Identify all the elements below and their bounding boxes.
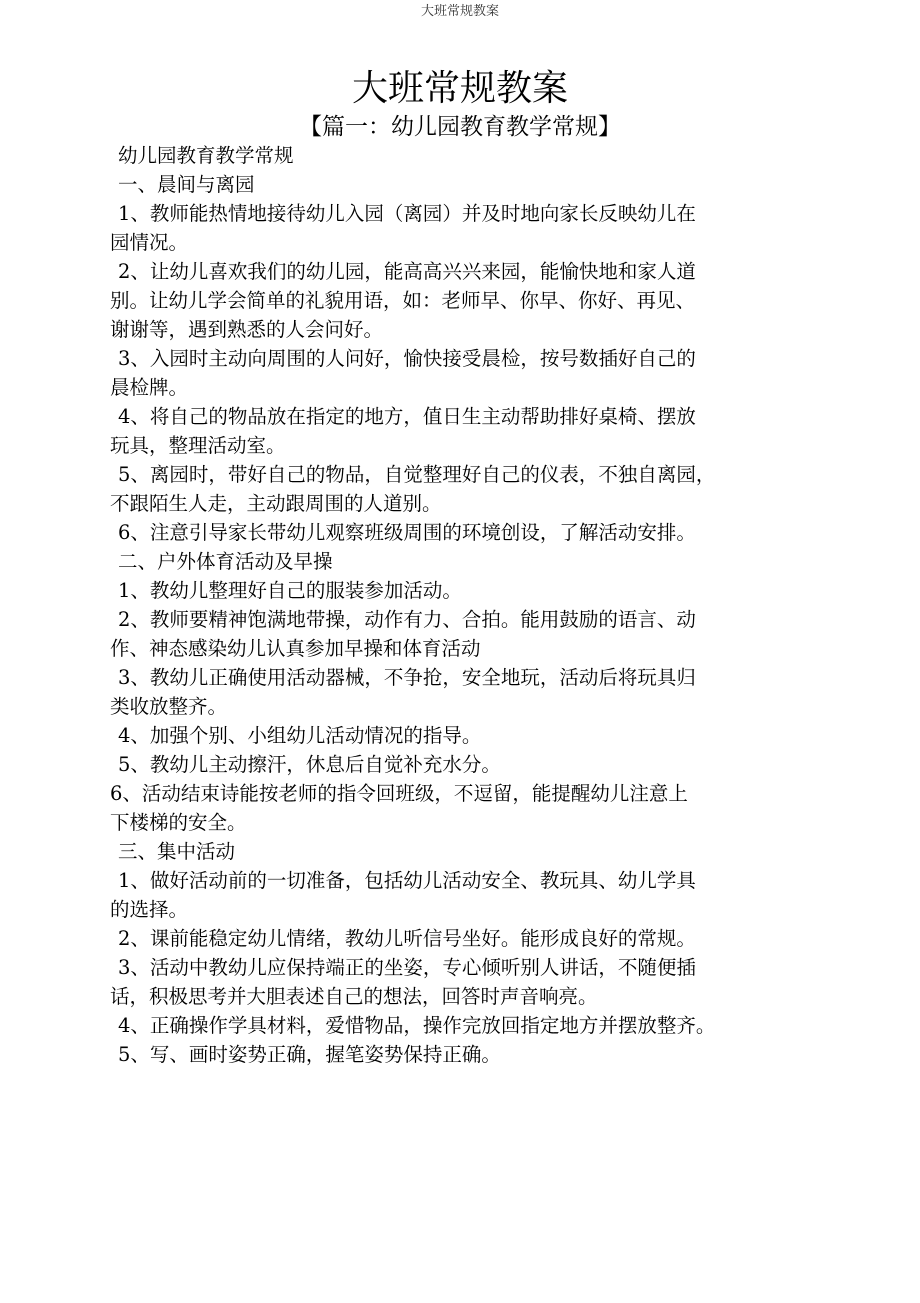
body-line: 2、课前能稳定幼儿情绪，教幼儿听信号坐好。能形成良好的常规。 (118, 927, 696, 950)
body-line: 别。让幼儿学会简单的礼貌用语，如：老师早、你早、你好、再见、 (110, 289, 696, 312)
body-line: 1、做好活动前的一切准备，包括幼儿活动安全、教玩具、幼儿学具 (118, 869, 696, 892)
body-line: 1、教幼儿整理好自己的服装参加活动。 (118, 579, 462, 602)
body-line: 3、活动中教幼儿应保持端正的坐姿，专心倾听别人讲话，不随便插 (118, 956, 696, 979)
body-line: 园情况。 (110, 231, 189, 254)
body-line: 2、让幼儿喜欢我们的幼儿园，能高高兴兴来园，能愉快地和家人道 (118, 260, 696, 283)
document-title: 大班常规教案 (351, 68, 568, 109)
body-line: 一、晨间与离园 (118, 173, 255, 196)
body-line: 4、将自己的物品放在指定的地方，值日生主动帮助排好桌椅、摆放 (118, 405, 696, 428)
body-line: 谢谢等，遇到熟悉的人会问好。 (110, 318, 384, 341)
body-line: 5、写、画时姿势正确，握笔姿势保持正确。 (118, 1043, 501, 1066)
body-line: 话，积极思考并大胆表述自己的想法，回答时声音响亮。 (110, 985, 598, 1008)
body-line: 幼儿园教育教学常规 (118, 144, 294, 167)
body-line: 下楼梯的安全。 (110, 811, 247, 834)
body-line: 5、离园时，带好自己的物品，自觉整理好自己的仪表，不独自离园， (118, 463, 716, 486)
body-line: 5、教幼儿主动擦汗，休息后自觉补充水分。 (118, 753, 501, 776)
body-line: 3、入园时主动向周围的人问好，愉快接受晨检，按号数插好自己的 (118, 347, 696, 370)
body-line: 类收放整齐。 (110, 695, 228, 718)
running-header: 大班常规教案 (420, 4, 499, 19)
body-line: 3、教幼儿正确使用活动器械，不争抢，安全地玩，活动后将玩具归 (118, 666, 696, 689)
body-line: 的选择。 (110, 898, 189, 921)
body-line: 2、教师要精神饱满地带操，动作有力、合拍。能用鼓励的语言、动 (118, 608, 696, 631)
body-line: 1、教师能热情地接待幼儿入园（离园）并及时地向家长反映幼儿在 (118, 202, 696, 225)
body-line: 4、正确操作学具材料，爱惜物品，操作完放回指定地方并摆放整齐。 (118, 1014, 716, 1037)
document-subtitle: 【篇一：幼儿园教育教学常规】 (299, 114, 621, 140)
body-line: 作、神态感染幼儿认真参加早操和体育活动 (110, 637, 481, 660)
body-line: 6、注意引导家长带幼儿观察班级周围的环境创设，了解活动安排。 (118, 521, 696, 544)
body-line: 不跟陌生人走，主动跟周围的人道别。 (110, 492, 442, 515)
body-line: 三、集中活动 (118, 840, 236, 863)
body-line: 4、加强个别、小组幼儿活动情况的指导。 (118, 724, 482, 747)
body-line: 玩具，整理活动室。 (110, 434, 286, 457)
document-body (110, 141, 760, 1069)
body-line: 6、活动结束诗能按老师的指令回班级，不逗留，能提醒幼儿注意上 (110, 782, 688, 805)
body-line: 二、户外体育活动及早操 (118, 550, 333, 573)
body-line: 晨检牌。 (110, 376, 189, 399)
